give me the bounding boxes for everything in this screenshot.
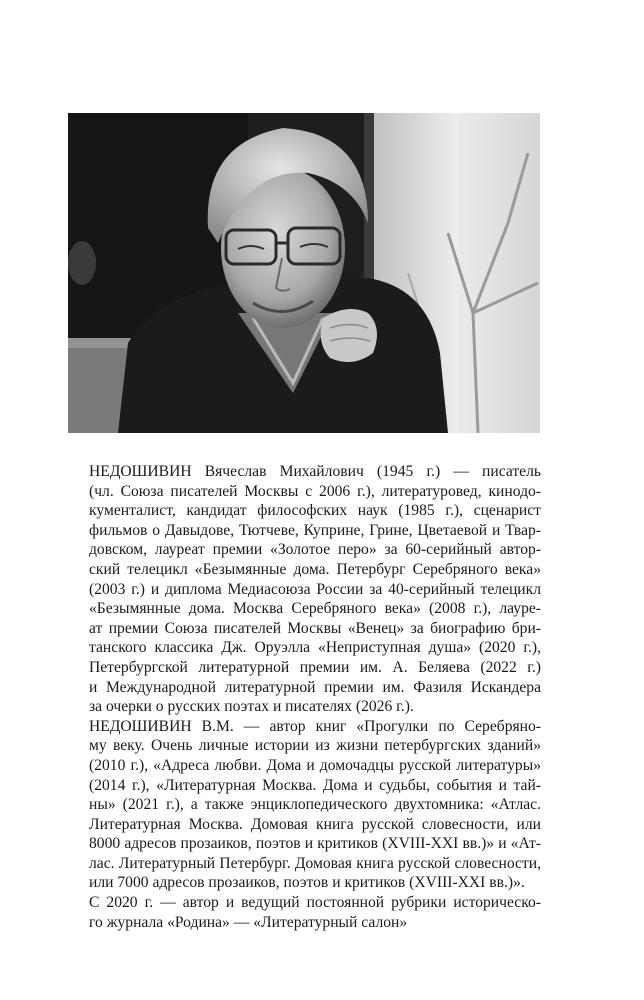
- author-bio: [68, 462, 541, 932]
- bio-text-line: и Международной литературной премии им. Фазиля Искандера: [89, 678, 541, 696]
- bio-text-line: фильмов о Давыдове, Тютчеве, Куприне, Грине, Цветаевой и Твар-: [89, 521, 541, 539]
- bio-text-line: лас. Литературный Петербург. Домовая книга русской словесности,: [89, 854, 541, 872]
- bio-text-line: Петербургской литературной премии им. А. Беляева (2022 г.): [89, 658, 541, 676]
- bio-text-line: му веку. Очень личные истории из жизни петербургских зданий»: [89, 737, 541, 755]
- bio-text-line: ский телецикл «Безымянные дома. Петербург Серебряного века»: [89, 560, 541, 578]
- bio-text-line: (2010 г.), «Адреса любви. Дома и домочадцы русской литературы»: [89, 756, 541, 774]
- bio-text-line: или 7000 адресов прозаиков, поэтов и критиков (XVIII-XXI вв.)».: [89, 874, 525, 892]
- bio-text-line: (чл. Союза писателей Москвы с 2006 г.), литературовед, кинодо-: [89, 482, 541, 500]
- bio-text-line: С 2020 г. — автор и ведущий постоянной рубрики историческо-: [89, 894, 541, 912]
- bio-paragraph: [68, 462, 541, 717]
- bio-text-line: довском, лауреат премии «Золотое перо» за 60-серийный автор-: [89, 541, 541, 559]
- bio-text-line: (2014 г.), «Литературная Москва. Дома и судьбы, события и тай-: [89, 776, 541, 794]
- bio-paragraph: [68, 893, 541, 932]
- bio-text-line: 8000 адресов прозаиков, поэтов и критиков (XVIII-XXI вв.)» и «Ат-: [89, 835, 541, 853]
- author-photo: [68, 113, 540, 433]
- bio-text-line: ны» (2021 г.), а также энциклопедического двухтомника: «Атлас.: [89, 796, 541, 814]
- bio-text-line: (2003 г.) и диплома Медиасоюза России за 40-серийный телецикл: [89, 580, 541, 598]
- bio-text-line: го журнала «Родина» — «Литературный салон»: [89, 913, 408, 931]
- bio-paragraph: [68, 717, 541, 893]
- bio-text-line: НЕДОШИВИН Вячеслав Михайлович (1945 г.) — писатель: [89, 463, 541, 480]
- bio-text-line: ат премии Союза писателей Москвы «Венец» за биографию бри-: [89, 619, 541, 637]
- bio-text-line: Литературная Москва. Домовая книга русской словесности, или: [89, 815, 541, 833]
- bio-text-line: НЕДОШИВИН В.М. — автор книг «Прогулки по Серебряно-: [89, 717, 541, 735]
- bio-text-line: «Безымянные дома. Москва Серебряного века» (2008 г.), лауре-: [89, 600, 541, 618]
- bio-text-line: танского классика Дж. Оруэлла «Неприступная душа» (2020 г.),: [89, 639, 541, 657]
- author-portrait-image: [68, 113, 540, 433]
- bio-text-line: кументалист, кандидат философских наук (1985 г.), сценарист: [89, 502, 541, 520]
- bio-text-line: за очерки о русских поэтах и писателях (2026 г.).: [89, 698, 414, 716]
